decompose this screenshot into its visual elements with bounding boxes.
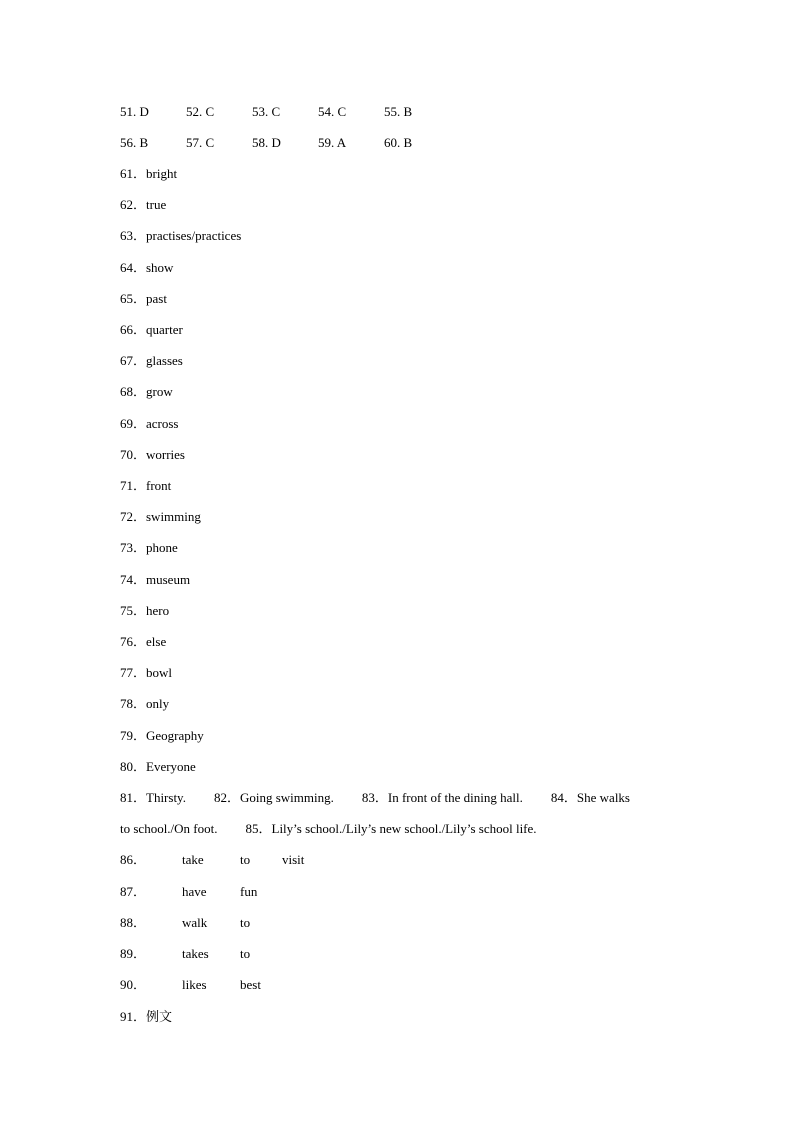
mc-answer: 59. A	[318, 135, 347, 150]
fill-answer: 73．phone	[120, 540, 178, 555]
reading-line-1	[120, 789, 630, 807]
mc-answer: 55. B	[384, 104, 413, 119]
phrase-word: likes	[182, 977, 207, 992]
phrase-row	[120, 883, 282, 901]
fill-answer: 75．hero	[120, 603, 170, 618]
mc-answer: 60. B	[384, 135, 413, 150]
reading-answer: 81．Thirsty.	[120, 790, 186, 805]
fill-answer: 80．Everyone	[120, 759, 196, 774]
phrase-word: to	[240, 852, 251, 867]
fill-answer: 69．across	[120, 416, 179, 431]
phrase-row	[120, 976, 282, 994]
phrase-number: 90．	[120, 977, 147, 992]
reading-answer: 84．She walks	[550, 790, 630, 805]
essay-label: 91．例文	[120, 1009, 173, 1024]
phrase-word: takes	[182, 946, 209, 961]
phrase-number: 88．	[120, 915, 147, 930]
phrase-word: visit	[282, 852, 305, 867]
fill-answer: 68．grow	[120, 384, 173, 399]
reading-answer: 82．Going swimming.	[213, 790, 334, 805]
phrase-word: fun	[240, 884, 258, 899]
fill-answer: 65．past	[120, 291, 167, 306]
mc-answer: 53. C	[252, 104, 281, 119]
mc-answer: 57. C	[186, 135, 215, 150]
reading-answer: to school./On foot.	[120, 821, 218, 836]
phrase-row	[120, 945, 282, 963]
phrase-word: best	[240, 977, 261, 992]
fill-answer: 67．glasses	[120, 353, 183, 368]
phrase-word: to	[240, 946, 251, 961]
phrase-number: 87．	[120, 884, 147, 899]
fill-answer: 61．bright	[120, 166, 178, 181]
fill-answer: 76．else	[120, 634, 167, 649]
phrase-number: 86．	[120, 852, 147, 867]
mc-answer: 58. D	[252, 135, 281, 150]
mc-answer: 52. C	[186, 104, 215, 119]
mc-answer: 51. D	[120, 104, 149, 119]
fill-answer: 72．swimming	[120, 509, 201, 524]
mc-answer: 54. C	[318, 104, 347, 119]
mc-answer: 56. B	[120, 135, 149, 150]
fill-answer: 62．true	[120, 197, 167, 212]
reading-answer: 85．Lily’s school./Lily’s new school./Lily’s school life.	[245, 821, 537, 836]
phrase-word: walk	[182, 915, 208, 930]
phrase-word: have	[182, 884, 207, 899]
fill-answer: 77．bowl	[120, 665, 173, 680]
phrase-word: take	[182, 852, 204, 867]
phrase-word: to	[240, 915, 251, 930]
reading-line-2	[120, 820, 537, 838]
fill-answer: 64．show	[120, 260, 174, 275]
fill-answer: 63．practises/practices	[120, 228, 242, 243]
fill-answer: 71．front	[120, 478, 172, 493]
fill-answer: 74．museum	[120, 572, 191, 587]
fill-answer: 79．Geography	[120, 728, 204, 743]
fill-answer: 66．quarter	[120, 322, 183, 337]
fill-answer: 70．worries	[120, 447, 185, 462]
phrase-row	[120, 851, 304, 869]
mc-row-1	[120, 103, 412, 121]
phrase-number: 89．	[120, 946, 147, 961]
mc-row-2	[120, 134, 412, 152]
reading-answer: 83．In front of the dining hall.	[361, 790, 523, 805]
fill-answer: 78．only	[120, 696, 170, 711]
phrase-row	[120, 914, 282, 932]
